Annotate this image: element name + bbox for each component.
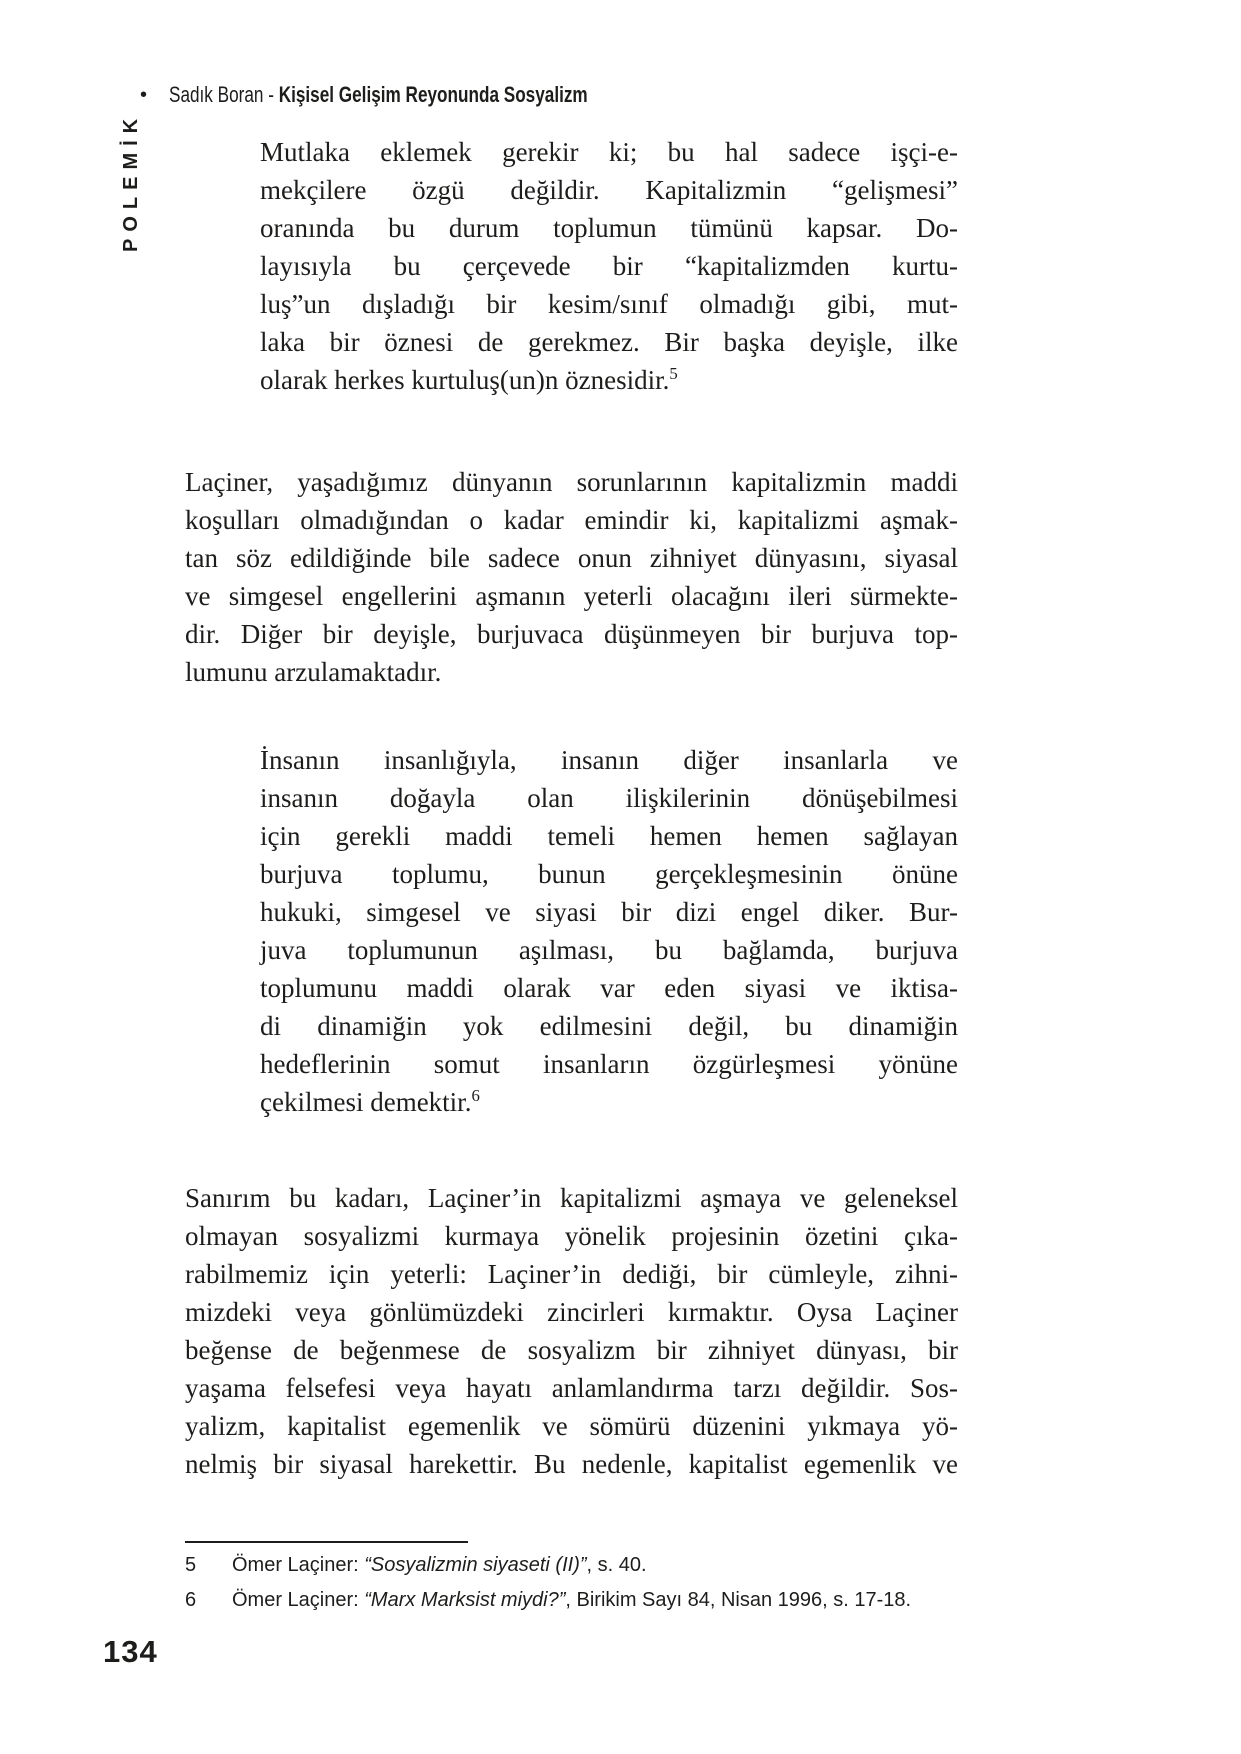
text-line: oranında bu durum toplumun tümünü kapsar. Do- — [260, 213, 958, 243]
text-line: beğense de beğenmese de sosyalizm bir zihniyet dünyası, bir — [185, 1335, 958, 1365]
text-line: olarak herkes kurtuluş(un)n öznesidir.$^5$ — [260, 364, 678, 395]
text-line: tan söz edildiğinde bile sadece onun zihniyet dünyasını, siyasal — [185, 543, 958, 573]
block-quote-1 — [260, 133, 958, 399]
footnote-number: 5 — [185, 1554, 197, 1576]
text-line: layısıyla bu çerçevede bir “kapitalizmden kurtu- — [260, 251, 958, 281]
text-line: ve simgesel engellerini aşmanın yeterli olacağını ileri sürmekte- — [185, 581, 958, 611]
header-separator: - — [263, 82, 279, 107]
paragraph-1 — [185, 463, 958, 691]
footnote-prefix: Ömer Laçiner: — [232, 1589, 365, 1611]
header-author: Sadık Boran — [169, 82, 264, 107]
footnote-text — [232, 1554, 965, 1577]
text-line: dir. Diğer bir deyişle, burjuvaca düşünmeyen bir burjuva top- — [185, 619, 958, 649]
text-line: mizdeki veya gönlümüzdeki zincirleri kırmaktır. Oysa Laçiner — [185, 1297, 958, 1327]
text-line: laka bir öznesi de gerekmez. Bir başka deyişle, ilke — [260, 327, 958, 357]
text-line: çekilmesi demektir.$^6$ — [260, 1086, 480, 1117]
footnotes — [185, 1554, 965, 1624]
header-text — [169, 82, 588, 108]
page-number: 134 — [103, 1634, 158, 1669]
header-bullet-icon: • — [140, 83, 148, 106]
text-line: mekçilere özgü değildir. Kapitalizmin “gelişmesi” — [260, 175, 958, 205]
text-line: Mutlaka eklemek gerekir ki; bu hal sadece işçi-e- — [260, 137, 958, 167]
text-line: lumunu arzulamaktadır. — [185, 657, 442, 687]
footnote-prefix: Ömer Laçiner: — [232, 1554, 365, 1576]
footnote-work-title: “Sosyalizmin siyaseti (II)” — [364, 1554, 587, 1576]
text-line: olmayan sosyalizmi kurmaya yönelik projesinin özetini çıka- — [185, 1221, 958, 1251]
section-side-label: POLEMİK — [120, 111, 142, 252]
footnote-reference-mark: 6 — [471, 1086, 480, 1105]
text-line: yaşama felsefesi veya hayatı anlamlandırma tarzı değildir. Sos- — [185, 1373, 958, 1403]
footnote-6 — [185, 1589, 965, 1612]
footnote-separator-rule — [185, 1541, 468, 1543]
text-line: Sanırım bu kadarı, Laçiner’in kapitalizmi aşmaya ve geleneksel — [185, 1183, 958, 1213]
footnote-number: 6 — [185, 1589, 197, 1611]
text-line: hukuki, simgesel ve siyasi bir dizi engel diker. Bur- — [260, 897, 958, 927]
text-line: rabilmemiz için yeterli: Laçiner’in dediği, bir cümleyle, zihni- — [185, 1259, 958, 1289]
footnote-work-title: “Marx Marksist miydi?” — [364, 1589, 566, 1611]
footnote-5 — [185, 1554, 965, 1577]
footnote-text — [232, 1589, 965, 1612]
block-quote-2 — [260, 741, 958, 1121]
text-line: di dinamiğin yok edilmesini değil, bu dinamiğin — [260, 1011, 958, 1041]
text-line: için gerekli maddi temeli hemen hemen sağlayan — [260, 821, 958, 851]
footnote-reference-mark: 5 — [669, 364, 678, 383]
text-line: burjuva toplumu, bunun gerçekleşmesinin önüne — [260, 859, 958, 889]
text-line: yalizm, kapitalist egemenlik ve sömürü düzenini yıkmaya yö- — [185, 1411, 958, 1441]
text-line: luş”un dışladığı bir kesim/sınıf olmadığı gibi, mut- — [260, 289, 958, 319]
text-line: insanın doğayla olan ilişkilerinin dönüşebilmesi — [260, 783, 958, 813]
paragraph-2 — [185, 1179, 958, 1483]
text-line: nelmiş bir siyasal harekettir. Bu nedenle, kapitalist egemenlik ve — [185, 1449, 958, 1479]
header-chapter-title: Kişisel Gelişim Reyonunda Sosyalizm — [278, 82, 588, 107]
footnote-suffix: , s. 40. — [586, 1554, 647, 1576]
footnote-suffix: , Birikim Sayı 84, Nisan 1996, s. 17-18. — [565, 1589, 912, 1611]
text-line: İnsanın insanlığıyla, insanın diğer insanlarla ve — [260, 745, 958, 775]
text-line: juva toplumunun aşılması, bu bağlamda, burjuva — [260, 935, 958, 965]
running-header — [140, 82, 706, 108]
text-line: Laçiner, yaşadığımız dünyanın sorunlarının kapitalizmin maddi — [185, 467, 958, 497]
text-line: toplumunu maddi olarak var eden siyasi ve iktisa- — [260, 973, 958, 1003]
text-line: hedeflerinin somut insanların özgürleşmesi yönüne — [260, 1049, 958, 1079]
text-line: koşulları olmadığından o kadar emindir ki, kapitalizmi aşmak- — [185, 505, 958, 535]
